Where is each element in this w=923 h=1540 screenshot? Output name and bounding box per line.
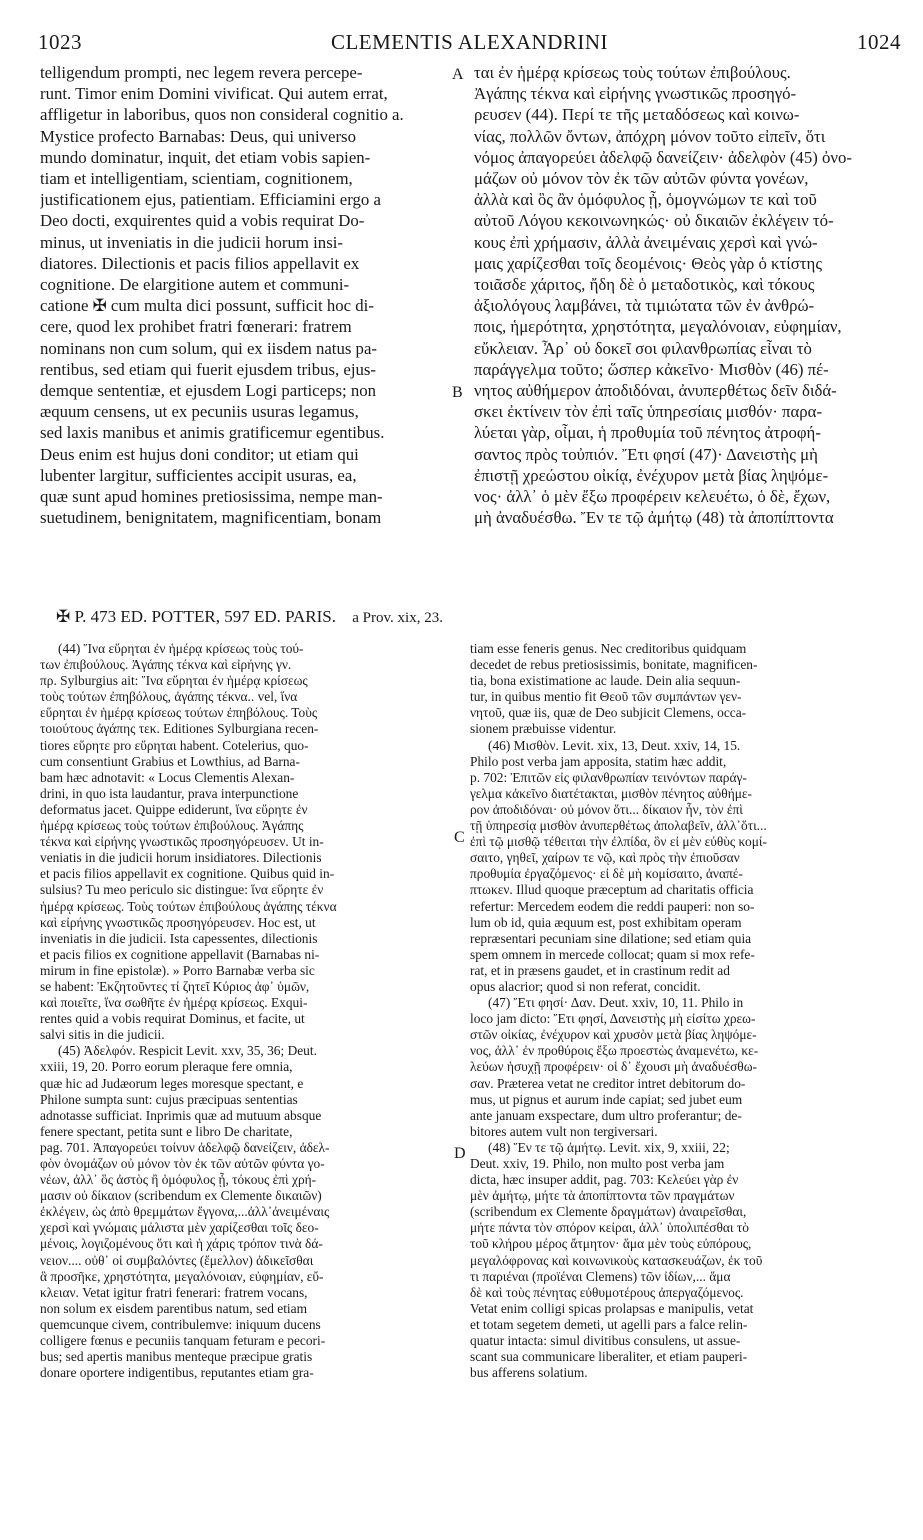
text-line: ἐπιστῇ χρεώστου οἰκίᾳ, ἐνέχυρον μετὰ βίας ληψόμε- [474, 465, 829, 485]
note-line: (44) Ἵνα εὕρηται ἐν ἡμέρᾳ κρίσεως τοὺς τού- [58, 641, 304, 656]
text-line: minus, ut inveniatis in die judicii horum insi- [40, 232, 343, 252]
note-line: quæ hic ad Judæorum leges moresque spectant, e [40, 1075, 304, 1091]
note-line: quatur intacta: simul divitibus consulens, ut assue- [470, 1333, 741, 1349]
note-line: decedet de rebus pretiosissimis, bonitate, magnificen- [470, 657, 758, 673]
note-line: Vetat enim colligi spicas prolapsas e manipulis, vetat [470, 1300, 754, 1316]
note-line: tiores εὕρητε pro εὕρηται habent. Cotelerius, quo- [40, 737, 309, 753]
note-line: repræsentari pecuniam sine dilatione; sed etiam quia [470, 930, 752, 946]
text-line: quæ sunt apud homines pretiosissima, nempe man- [40, 487, 383, 507]
note-line: στῶν οἰκίας, ἐνέχυρον καὶ χρυσὸν μετὰ βίας ληψόμε- [470, 1027, 757, 1043]
text-line: σαντος πρὸς τοὐπιόν. Ἔτι φησί (47)· Δανειστὴς μὴ [474, 444, 818, 464]
text-line: nominans non cum solum, qui ex iisdem natus pa- [40, 338, 377, 358]
text-line: cere, quod lex prohibet fratri fœnerari: fratrem [40, 317, 352, 337]
notes-right-column [470, 641, 906, 1511]
text-line: sed laxis manibus et animis gratificemur egentibus. [40, 423, 385, 443]
note-line: tur, in quibus mentio fit Θεοῦ τῶν συμπάντων γεν- [470, 689, 742, 705]
text-line: catione ✠ cum multa dici possunt, sufficit hoc di- [40, 296, 374, 316]
note-line: σαν. Præterea vetat ne creditor intret debitorum do- [470, 1075, 746, 1091]
text-line: affligetur in laboribus, quos non consideral cognitio a. [40, 105, 404, 125]
note-line: non solum ex eisdem parentibus natum, sed etiam [40, 1300, 308, 1316]
note-line: deformatus jacet. Quippe ediderunt, ἵνα εὕρητε ἐν [40, 801, 308, 817]
text-line: lubenter largitur, sufficientes accipit usuras, ea, [40, 465, 357, 485]
note-line: μεγαλόφρονας καὶ κοινωνικοὺς κατασκευάζων, ἐκ τοῦ [470, 1252, 763, 1268]
note-line: bam hæc adnotavit: « Locus Clementis Alexan- [40, 769, 295, 785]
note-line: inveniatis in die judicii. Ista capessentes, dilectionis [40, 930, 318, 946]
note-line: et pacis filios ex cognitione appellavit (Barnabas ni- [40, 946, 320, 962]
note-line: (46) Μισθὸν. Levit. xix, 13, Deut. xxiv, 14, 15. [488, 737, 741, 753]
note-line: opus alacrior; quod si non referat, concidit. [470, 978, 701, 994]
note-line: μένοις, λογιζομένους ὅτι καὶ ἡ χάρις τρόπον τινὰ δά- [40, 1236, 323, 1252]
note-line: μὲν ἀμήτῳ, μήτε τὰ ἀποπίπτοντα τῶν πραγμάτων [470, 1188, 735, 1204]
note-line: ἐπὶ τῷ μισθῷ τέθειται τὴν ἐλπίδα, ὃν εἰ μὲν εὐθὺς κομί- [470, 834, 767, 850]
text-line: τοιᾶσδε χάριτος, ἤδη δὲ ὁ μεταδοτικὸς, καὶ τόκους [474, 275, 815, 295]
note-line: καὶ ποιεῖτε, ἵνα σωθῆτε ἐν ἡμέρᾳ κρίσεως. Exqui- [40, 995, 308, 1011]
text-line: μαις χαρίζεσθαι τοῖς δεομένοις· Θεὸς γὰρ ὁ κτίστης [474, 253, 822, 273]
note-line: νέων, ἀλλ᾽ ὃς ἀστὸς ἢ ὁμόφυλος ᾖ, τόκους ἐπὶ χρή- [40, 1172, 317, 1188]
text-line: ρευσεν (44). Περί τε τῆς μεταδόσεως καὶ κοινω- [474, 105, 800, 125]
text-line: αὐτοῦ Λόγου κεκοινωνηκώς· οὐ δικαιῶν ἐκλέγειν τό- [474, 211, 834, 231]
note-line: Deut. xxiv, 19. Philo, non multo post verba jam [470, 1156, 725, 1171]
note-line: (45) Ἀδελφόν. Respicit Levit. xxv, 35, 36; Deut. [58, 1043, 317, 1059]
note-line: προθυμία ἐργαζόμενος· εἰ δὲ μὴ κομίσαιτο, ἀναπέ- [470, 866, 743, 882]
margin-letter-d: D [454, 1145, 466, 1162]
margin-letter-c: C [454, 829, 465, 846]
footnote-reference: a Prov. xix, 23. [352, 610, 443, 626]
text-line: justificationem ejus, patientiam. Efficiamini ergo a [40, 190, 381, 210]
note-line: tia, bona existimatione ac laude. Dein alia sequun- [470, 673, 741, 689]
note-line: quemcunque civem, contribulemve: iniquum ducens [40, 1316, 321, 1332]
text-line: demque sententiæ, et ejusdem Logi particeps; non [40, 381, 377, 401]
note-line: (48) Ἔν τε τῷ ἀμήτῳ. Levit. xix, 9, xxiii, 22; [488, 1139, 730, 1155]
text-line: μὴ ἀναδυέσθω. Ἔν τε τῷ ἀμήτῳ (48) τὰ ἀποπίπτοντα [474, 508, 834, 528]
edition-reference-text: ✠ P. 473 ED. POTTER, 597 ED. PARIS. [56, 607, 336, 626]
text-line: σκει ἐκτίνειν τὸν ἐπὶ ταῖς ὑπηρεσίαις μισθόν· παρα- [474, 402, 823, 422]
note-line: μασιν οὐ δίκαιον (scribendum ex Clemente δικαιῶν) [40, 1188, 322, 1204]
note-line: mus, ut pignus et aurum inde capiat; sed jubet eum [470, 1091, 743, 1107]
note-line: κλειαν. Vetat igitur fratri fenerari: fratrem vocans, [40, 1284, 308, 1300]
note-line: se habent: Ἐκζητοῦντες τί ζητεῖ Κύριος ἀφ᾽ ὑμῶν, [40, 978, 310, 994]
text-line: Mystice profecto Barnabas: Deus, qui universo [40, 126, 356, 146]
text-line: Deus enim est hujus doni conditor; ut etiam qui [40, 444, 359, 464]
note-line: adnotasse sufficiat. Inprimis quæ ad mutuum absque [40, 1107, 322, 1123]
note-line: νειον.... οὐθ᾽ οἱ συμβαλόντες (ἔμελλον) ἀδικεῖσθαι [40, 1252, 314, 1268]
text-line: Deo docti, exquirentes quid a vobis requirat Do- [40, 211, 365, 231]
text-line: ται ἐν ἡμέρᾳ κρίσεως τοὺς τούτων ἐπιβούλους. [474, 63, 791, 82]
text-line: νητος αὐθήμερον ἀποδιδόναι, ἀνυπερθέτως δεῖν διδά- [474, 381, 837, 401]
note-line: sulsius? Tu meo periculo sic distingue: ἵνα εὕρητε ἐν [40, 882, 324, 898]
text-line: νόμος ἀπαγορεύει ἀδελφῷ δανείζειν· ἀδελφὸν (45) ὀνο- [474, 147, 852, 167]
note-line: fenere spectant, petita sunt e libro De charitate, [40, 1123, 293, 1139]
note-line: εὕρηται ἐν ἡμέρᾳ κρίσεως τούτων ἐπηβόλους. Τοὺς [40, 705, 318, 721]
note-line: scant sua communicare liberaliter, et etiam pauperi- [470, 1349, 748, 1365]
note-line: bus afferens solatium. [470, 1365, 588, 1381]
note-line: τοὺς τούτων ἐπηβόλους, ἀγάπης τέκνα.. vel, ἵνα [40, 689, 298, 705]
note-line: πτωκεν. Illud quoque præceptum ad charitatis officia [470, 882, 754, 898]
note-line: (47) Ἔτι φησί· Δαν. Deut. xxiv, 10, 11. Philo in [488, 995, 744, 1011]
note-line: rat, et in præsens gaudet, et in crastinum redit ad [470, 962, 730, 978]
note-line: salvi sitis in die judicii. [40, 1027, 165, 1043]
note-line: λεύων ἡσυχῇ προφέρειν· οἱ δ᾽ ἔχουσι μὴ ἀναδυέσθω- [470, 1059, 757, 1075]
text-line: παράγγελμα τοῦτο; ὥσπερ κἀκεῖνο· Μισθὸν (46) πέ- [474, 359, 829, 379]
note-line: φὸν ὀνομάζων οὐ μόνον τὸν ἐκ τῶν αὐτῶν φύντα γο- [40, 1156, 325, 1171]
note-line: refertur: Mercedem eodem die reddi pauperi: non so- [470, 898, 755, 914]
note-line: πρ. Sylburgius ait: Ἵνα εὕρηται ἐν ἡμέρᾳ κρίσεως [40, 673, 308, 689]
note-line: χερσὶ καὶ γνώμαις μάλιστα μὲν χαρίζεσθαι τοῖς δεο- [40, 1220, 319, 1236]
text-line: εὔκλειαν. Ἆρ᾽ οὐ δοκεῖ σοι φιλανθρωπίας εἶναι τὸ [474, 338, 812, 358]
note-line: Philone sumpta sunt: cujus præcipuas sententias [40, 1091, 298, 1107]
note-line: τοῦ κλήρου μέρος ἄτμητον· ἅμα μὲν τοὺς εὐπόρους, [470, 1236, 752, 1252]
notes-left-column [40, 641, 453, 1511]
text-line: cognitione. De elargitione autem et communi- [40, 275, 350, 295]
note-line: rentes quid a vobis requirat Dominus, et facite, ut [40, 1011, 305, 1027]
text-line: νος· ἀλλ᾽ ὁ μὲν ἔξω προφέρειν κελευέτω, ὁ δὲ, ἔχων, [474, 487, 831, 507]
note-line: drini, in quo ista laudantur, prava interpunctione [40, 785, 299, 801]
note-line: δὲ καὶ τοὺς πένητας εὐθυμοτέρους ἀπεργαζόμενος. [470, 1284, 744, 1300]
text-line: telligendum prompti, nec legem revera percepe- [40, 63, 363, 82]
note-line: lum ob id, quia æquum est, post exhibitam operam [470, 914, 742, 930]
text-line: Ἀγάπης τέκνα καὶ εἰρήνης γνωστικῶς προσηγό- [474, 84, 797, 104]
note-line: νος, ἀλλ᾽ ἐν προθύροις ἔξω προεστὼς ἀναμενέτω, κε- [470, 1043, 759, 1059]
note-line: ἡμέρᾳ κρίσεως. Τοὺς τούτων ἐπιβούλους ἀγάπης τέκνα [40, 898, 337, 914]
note-line: dicta, hæc insuper addit, pag. 703: Κελεύει γὰρ ἐν [470, 1172, 739, 1188]
page-number-right: 1024 [857, 30, 901, 54]
note-line: cum consentiunt Grabius et Lowthius, ad Barna- [40, 753, 300, 769]
text-line: νίας, πολλῶν ὄντων, ἀπόχρη μόνον τοῦτο εἰπεῖν, ὅτι [474, 126, 826, 146]
note-line: pag. 701. Ἀπαγορεύει τοίνυν ἀδελφῷ δανείζειν, ἀδελ- [40, 1139, 330, 1155]
text-line: diatores. Dilectionis et pacis filios appellavit ex [40, 253, 360, 273]
note-line: Philo post verba jam apposita, statim hæc addit, [470, 753, 727, 769]
note-line: τοιούτους ἀγάπης τεκ. Editiones Sylburgiana recen- [40, 721, 319, 737]
note-line: veniatis in die judicii horum insidiatores. Dilectionis [40, 850, 322, 866]
page-number-left: 1023 [38, 30, 82, 54]
note-line: bitores autem vult non tergiversari. [470, 1123, 658, 1139]
note-line: καὶ εἰρήνης γνωστικῶς προσηγόρευσεν. Hoc est, ut [40, 914, 316, 930]
note-line: colligere fœnus e pecuniis tanquam feturam e pecori- [40, 1333, 326, 1349]
note-line: τι παριέναι (προϊέναι Clemens) τῶν ἰδίων,... ἅμα [470, 1268, 731, 1284]
note-line: ante januam exspectare, dum ultro proferantur; de- [470, 1107, 742, 1123]
note-line: (scribendum ex Clemente δραγμάτων) ἀναιρεῖσθαι, [470, 1204, 747, 1220]
text-line: ἀξιολόγους λαμβάνει, τὰ τιμιώτατα τῶν ἐν ἀνθρώ- [474, 296, 815, 316]
text-line: ἀλλὰ καὶ ὃς ἂν ὁμόφυλος ᾖ, ὁμογνώμων τε καὶ τοῦ [474, 190, 817, 210]
greek-text-column [474, 62, 905, 602]
note-line: νητοῦ, quæ iis, quæ de Deo subjicit Clemens, occa- [470, 705, 747, 721]
note-line: loco jam dicto: Ἔτι φησί, Δανειστὴς μὴ εἰσίτω χρεω- [470, 1011, 756, 1027]
edition-reference [56, 607, 443, 627]
note-line: spem omnem in mercede collocat; quam si mox refe- [470, 946, 755, 962]
latin-text-column [40, 62, 445, 602]
note-line: ἡμέρᾳ κρίσεως τοὺς τούτων ἐπιβούλους. Ἀγάπης [40, 818, 304, 834]
margin-letter-b: B [452, 384, 463, 401]
note-line: sionem præbuisse videntur. [470, 721, 617, 737]
note-line: mirum in fine epistolæ). » Porro Barnabæ verba sic [40, 962, 315, 978]
margin-letter-a: A [452, 66, 464, 83]
text-line: tiam et intelligentiam, scientiam, cognitionem, [40, 169, 353, 189]
text-line: æquum censens, ut ex pecuniis usuras legamus, [40, 402, 359, 422]
note-line: et totam segetem demeti, ut agelli pars a falce relin- [470, 1316, 748, 1332]
note-line: τέκνα καὶ εἰρήνης γνωστικῶς προσηγόρευσεν. Ut in- [40, 834, 324, 850]
note-line: ρον ἀποδιδόναι· οὐ μόνον ὅτι... δίκαιον ἦν, τὸν ἐπὶ [470, 801, 743, 817]
text-line: λύεται γὰρ, οἶμαι, ἡ προθυμία τοῦ πένητος ἀτροφή- [474, 423, 821, 443]
note-line: τῇ ὑπηρεσίᾳ μισθὸν ἀνυπερθέτως ἀπολαβεῖν, ἀλλ᾽ὅτι... [470, 818, 767, 834]
text-line: ποις, ἡμερότητα, χρηστότητα, μεγαλόνοιαν, εὐφημίαν, [474, 317, 842, 337]
note-line: γελμα κἀκεῖνο διατέτακται, μισθὸν πένητος αὐθήμε- [470, 785, 752, 801]
note-line: et pacis filios appellavit ex cognitione. Quibus quid in- [40, 866, 335, 882]
text-line: mundo dominatur, inquit, det etiam vobis sapien- [40, 147, 371, 167]
text-line: μάζων οὐ μόνον τὸν ἐκ τῶν αὐτῶν φύντα γονέων, [474, 169, 809, 189]
note-line: ἃ προσῆκε, χρηστότητα, μεγαλόνοιαν, εὐφημίαν, εὔ- [40, 1268, 324, 1284]
note-line: donare oportere indigentibus, reputantes etiam gra- [40, 1365, 314, 1381]
text-line: runt. Timor enim Domini vivificat. Qui autem errat, [40, 84, 388, 104]
note-line: tiam esse feneris genus. Nec creditoribus quidquam [470, 641, 747, 656]
note-line: σαιτο, γηθεῖ, χαίρων τε νῷ, καὶ πρὸς τὴν ἐπιοῦσαν [470, 850, 740, 866]
running-header [38, 30, 901, 54]
running-title: CLEMENTIS ALEXANDRINI [330, 30, 609, 54]
note-line: xxiii, 19, 20. Porro eorum pleraque fere omnia, [40, 1059, 293, 1075]
note-line: ἐκλέγειν, ὡς ἀπὸ θρεμμάτων ἔγγονα,...ἀλλ᾽ἀνειμέναις [40, 1204, 330, 1220]
text-line: rentibus, sed etiam qui fuerit ejusdem tribus, ejus- [40, 359, 377, 379]
note-line: p. 702: Ἐπιτῶν εἰς φιλανθρωπίαν τεινόντων παράγ- [470, 769, 747, 785]
note-line: μήτε πάντα τὸν σπόρον κείραι, ἀλλ᾽ ὑπολιπέσθαι τὸ [470, 1220, 749, 1236]
note-line: των ἐπιβούλους. Ἀγάπης τέκνα καὶ εἰρήνης γν. [40, 657, 292, 673]
text-line: κους ἐπὶ χρήμασιν, ἀλλὰ ἀνειμέναις χερσὶ καὶ γνώ- [474, 232, 818, 252]
note-line: bus; sed apertis manibus menteque præcipue gratis [40, 1349, 313, 1365]
text-line: suetudinem, benignitatem, magnificentiam, bonam [40, 508, 382, 528]
